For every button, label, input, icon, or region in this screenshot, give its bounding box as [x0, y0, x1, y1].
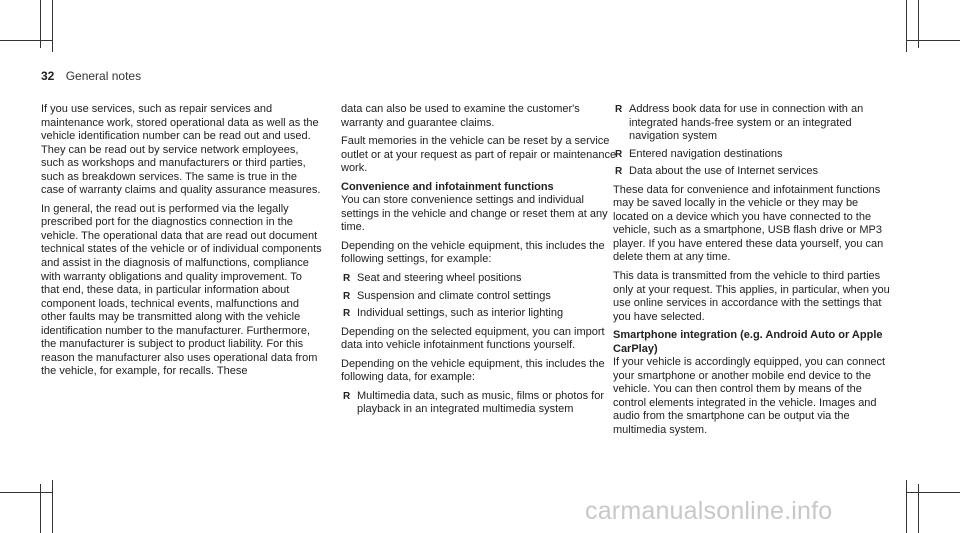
page-header [41, 69, 141, 83]
paragraph: This data is transmitted from the vehicle to third parties only at your request. This applies, in particular, when you use online services in accordance with the settings that you have selected. [613, 270, 890, 323]
list-item [341, 390, 623, 417]
bullet-icon: R [615, 148, 623, 160]
crop-mark [52, 0, 53, 52]
column-3 [613, 103, 895, 443]
bullet-list [341, 272, 623, 321]
column-1 [41, 103, 323, 384]
crop-mark [906, 480, 907, 533]
paragraph: If you use services, such as repair services and maintenance work, stored operational data as well as the vehicle identification number can be read out and used. They can be read out by service network employees, such as workshops and manufacturers or third parties, such as breakdown services. The same is true in the case of warranty claims and quality assurance measures. [41, 103, 321, 197]
list-item [613, 165, 895, 179]
list-item-text: Entered navigation destinations [629, 147, 783, 160]
list-item-text: Suspension and climate control settings [357, 289, 551, 302]
section-heading: Smartphone integration (e.g. Android Auto or Apple CarPlay) [613, 329, 883, 355]
crop-mark [906, 40, 960, 41]
paragraph: Depending on the selected equipment, you can import data into vehicle infotainment functions yourself. [341, 325, 605, 352]
list-item-text: Data about the use of Internet services [629, 165, 818, 178]
paragraph: In general, the read out is performed via the legally prescribed port for the diagnostics connection in the vehicle. The operational data that are read out document technical states of the vehicle or of individual components and assist in the diagnosis of malfunctions, compliance with warranty obligations and quality improvement. To that end, these data, in particular information about component loads, technical events, malfunctions and other faults may be transmitted along with the vehicle identification number to the manufacturer. Furthermore, the manufacturer is subject to product liability. For this reason the manufacturer also uses operational data from the vehicle, for example, for recalls. These [41, 202, 322, 378]
bullet-icon: R [615, 104, 623, 115]
page-number: 32 [41, 69, 55, 83]
crop-mark [52, 480, 53, 533]
bullet-icon: R [615, 166, 623, 178]
paragraph: If your vehicle is accordingly equipped, you can connect your smartphone or another mobile end device to the vehicle. You can then control them by means of the control elements integrated in the vehicle. Images and audio from the smartphone can be output via the multimedia system. [613, 356, 886, 437]
list-item-text: Seat and steering wheel positions [357, 272, 522, 285]
paragraph: You can store convenience settings and individual settings in the vehicle and change or reset them at any time. [341, 194, 608, 234]
paragraph: Depending on the vehicle equipment, this includes the following settings, for example: [341, 239, 605, 266]
bullet-list [341, 390, 623, 417]
list-item [613, 103, 895, 144]
crop-mark [906, 0, 907, 52]
bullet-list [613, 103, 895, 179]
crop-mark [0, 40, 52, 41]
list-item [341, 307, 623, 321]
paragraph: These data for convenience and infotainment functions may be saved locally in the vehicle or they may be located on a device which you have connected to the vehicle, such as a smartphone, USB flash drive or MP3 player. If you have entered these data yourself, you can delete them at any time. [613, 183, 884, 264]
watermark: carmanualsonline.info [585, 497, 833, 525]
section-heading: Convenience and infotainment functions [341, 180, 554, 193]
paragraph: Fault memories in the vehicle can be reset by a service outlet or at your request as part of repair or maintenance work. [341, 135, 617, 175]
bullet-icon: R [343, 290, 351, 302]
paragraph: data can also be used to examine the customer's warranty and guarantee claims. [341, 103, 580, 129]
bullet-icon: R [343, 390, 351, 402]
section-title: General notes [65, 69, 142, 83]
list-item-text: Address book data for use in connection with an integrated hands-free system or an integrated navigation system [629, 103, 864, 143]
column-2 [341, 103, 623, 422]
crop-mark [906, 492, 960, 493]
list-item-text: Individual settings, such as interior lighting [357, 307, 564, 320]
list-item [341, 272, 623, 286]
list-item [613, 148, 895, 162]
bullet-icon: R [343, 273, 351, 285]
list-item-text: Multimedia data, such as music, films or photos for playback in an integrated multimedia system [357, 389, 604, 416]
list-item [341, 290, 623, 304]
crop-mark [0, 492, 52, 493]
paragraph: Depending on the vehicle equipment, this includes the following data, for example: [341, 357, 605, 384]
bullet-icon: R [343, 308, 351, 320]
